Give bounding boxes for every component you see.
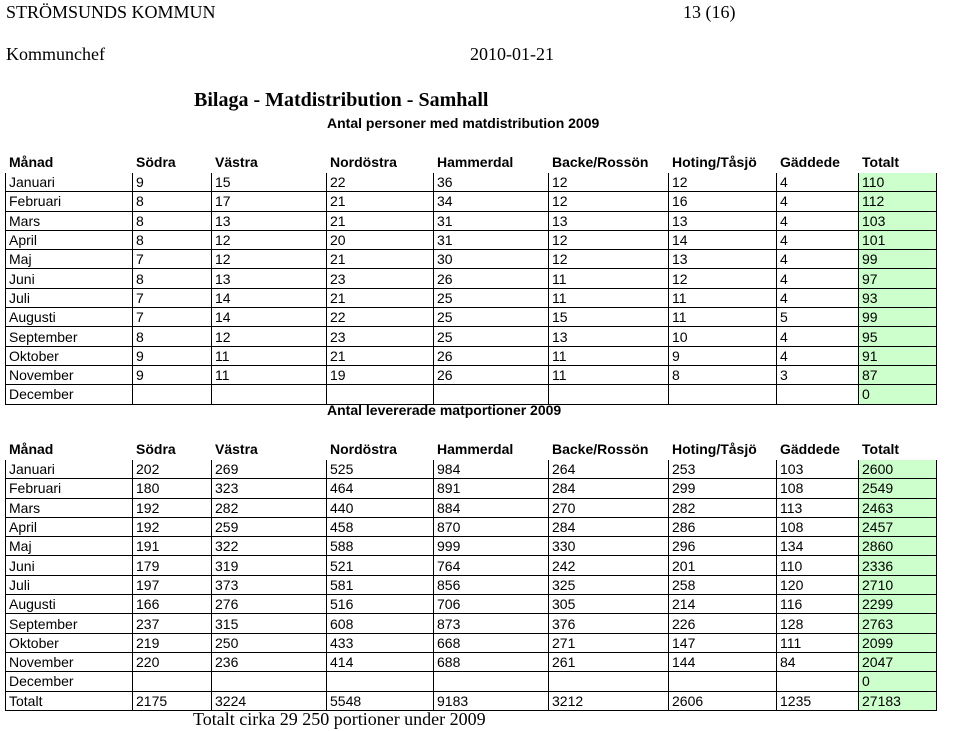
value-cell: 25: [434, 288, 549, 307]
value-cell: 4: [777, 250, 859, 269]
value-cell: [327, 672, 434, 691]
month-cell: Oktober: [6, 346, 133, 365]
value-cell: 192: [133, 498, 212, 517]
value-cell: 13: [549, 211, 669, 230]
table-row: [6, 595, 937, 614]
value-cell: 276: [212, 595, 327, 614]
persons-table: [5, 151, 937, 405]
column-header: Backe/Rossön: [552, 441, 649, 457]
value-cell: 15: [212, 173, 327, 192]
value-cell: 11: [212, 346, 327, 365]
value-cell: 588: [327, 537, 434, 556]
value-cell: 12: [212, 230, 327, 249]
value-cell: 201: [669, 556, 777, 575]
value-cell: 8: [133, 269, 212, 288]
total-cell: 2860: [859, 537, 937, 556]
value-cell: 11: [549, 365, 669, 384]
value-cell: 30: [434, 250, 549, 269]
value-cell: 282: [669, 498, 777, 517]
table-row: [6, 269, 937, 288]
total-cell: 110: [859, 173, 937, 192]
value-cell: 237: [133, 614, 212, 633]
value-cell: 11: [549, 346, 669, 365]
value-cell: 12: [669, 173, 777, 192]
value-cell: 8: [133, 230, 212, 249]
column-header: Hoting/Tåsjö: [672, 154, 757, 170]
value-cell: 250: [212, 633, 327, 652]
author-role: Kommunchef: [6, 44, 105, 64]
value-cell: 271: [549, 633, 669, 652]
page-number: 13 (16): [683, 2, 736, 22]
value-cell: 166: [133, 595, 212, 614]
value-cell: 12: [549, 173, 669, 192]
value-cell: 108: [777, 517, 859, 536]
value-cell: 516: [327, 595, 434, 614]
total-cell: 103: [859, 211, 937, 230]
value-cell: 3212: [549, 691, 669, 710]
value-cell: 286: [669, 517, 777, 536]
value-cell: 191: [133, 537, 212, 556]
value-cell: 103: [777, 460, 859, 479]
total-cell: 2549: [859, 479, 937, 498]
value-cell: 521: [327, 556, 434, 575]
value-cell: 12: [549, 192, 669, 211]
table-row: [6, 346, 937, 365]
portions-table: [5, 438, 937, 711]
value-cell: 284: [549, 517, 669, 536]
value-cell: 1235: [777, 691, 859, 710]
value-cell: [777, 672, 859, 691]
month-cell: Juni: [6, 269, 133, 288]
value-cell: 7: [133, 308, 212, 327]
value-cell: 999: [434, 537, 549, 556]
total-cell: 27183: [859, 691, 937, 710]
value-cell: 259: [212, 517, 327, 536]
value-cell: 120: [777, 575, 859, 594]
value-cell: 31: [434, 230, 549, 249]
value-cell: 3: [777, 365, 859, 384]
column-header: Södra: [136, 154, 176, 170]
month-cell: December: [6, 672, 133, 691]
value-cell: 226: [669, 614, 777, 633]
month-cell: Mars: [6, 211, 133, 230]
value-cell: [549, 385, 669, 404]
footer-note: Totalt cirka 29 250 portioner under 2009: [193, 709, 486, 729]
value-cell: 14: [669, 230, 777, 249]
table-row: [6, 365, 937, 384]
month-cell: Maj: [6, 537, 133, 556]
value-cell: 984: [434, 460, 549, 479]
value-cell: 23: [327, 327, 434, 346]
table-row: [6, 498, 937, 517]
value-cell: 319: [212, 556, 327, 575]
value-cell: 668: [434, 633, 549, 652]
value-cell: 581: [327, 575, 434, 594]
value-cell: 4: [777, 327, 859, 346]
value-cell: 13: [669, 250, 777, 269]
value-cell: 322: [212, 537, 327, 556]
value-cell: 9: [133, 346, 212, 365]
value-cell: 5548: [327, 691, 434, 710]
value-cell: 108: [777, 479, 859, 498]
value-cell: 22: [327, 173, 434, 192]
value-cell: 323: [212, 479, 327, 498]
table-row: [6, 556, 937, 575]
value-cell: [549, 672, 669, 691]
value-cell: 19: [327, 365, 434, 384]
value-cell: 128: [777, 614, 859, 633]
column-header: Hoting/Tåsjö: [672, 441, 757, 457]
value-cell: 214: [669, 595, 777, 614]
total-cell: 2763: [859, 614, 937, 633]
value-cell: 13: [212, 269, 327, 288]
table-row: [6, 633, 937, 652]
table-row: [6, 192, 937, 211]
value-cell: 433: [327, 633, 434, 652]
value-cell: 242: [549, 556, 669, 575]
total-cell: 0: [859, 385, 937, 404]
month-cell: September: [6, 614, 133, 633]
value-cell: 9: [133, 365, 212, 384]
value-cell: 179: [133, 556, 212, 575]
value-cell: [669, 672, 777, 691]
value-cell: 21: [327, 288, 434, 307]
column-header: Västra: [215, 441, 258, 457]
value-cell: 147: [669, 633, 777, 652]
table-row: [6, 230, 937, 249]
month-cell: Mars: [6, 498, 133, 517]
value-cell: [212, 672, 327, 691]
value-cell: 253: [669, 460, 777, 479]
value-cell: 8: [133, 211, 212, 230]
value-cell: [133, 385, 212, 404]
column-header: Månad: [9, 441, 54, 457]
value-cell: [133, 672, 212, 691]
value-cell: 26: [434, 269, 549, 288]
column-header: Nordöstra: [330, 441, 397, 457]
value-cell: 14: [212, 288, 327, 307]
value-cell: 261: [549, 652, 669, 671]
value-cell: 414: [327, 652, 434, 671]
value-cell: 197: [133, 575, 212, 594]
value-cell: 13: [212, 211, 327, 230]
value-cell: 4: [777, 230, 859, 249]
table-header-row: [6, 439, 937, 460]
total-cell: 2457: [859, 517, 937, 536]
value-cell: 13: [669, 211, 777, 230]
value-cell: 20: [327, 230, 434, 249]
value-cell: 884: [434, 498, 549, 517]
column-header: Totalt: [862, 154, 900, 170]
value-cell: 873: [434, 614, 549, 633]
month-cell: Oktober: [6, 633, 133, 652]
value-cell: 4: [777, 288, 859, 307]
value-cell: 9: [669, 346, 777, 365]
value-cell: 706: [434, 595, 549, 614]
total-cell: 97: [859, 269, 937, 288]
value-cell: 315: [212, 614, 327, 633]
value-cell: 21: [327, 250, 434, 269]
value-cell: 376: [549, 614, 669, 633]
total-cell: 2299: [859, 595, 937, 614]
value-cell: 26: [434, 365, 549, 384]
value-cell: 330: [549, 537, 669, 556]
value-cell: 144: [669, 652, 777, 671]
column-header: Gäddede: [780, 154, 840, 170]
total-cell: 95: [859, 327, 937, 346]
value-cell: 21: [327, 346, 434, 365]
value-cell: 11: [212, 365, 327, 384]
month-cell: Juni: [6, 556, 133, 575]
value-cell: 11: [549, 269, 669, 288]
value-cell: 25: [434, 327, 549, 346]
value-cell: 373: [212, 575, 327, 594]
table-row: [6, 460, 937, 479]
month-cell: April: [6, 517, 133, 536]
month-cell: Januari: [6, 173, 133, 192]
value-cell: 2175: [133, 691, 212, 710]
value-cell: 270: [549, 498, 669, 517]
table-row: [6, 308, 937, 327]
column-header: Nordöstra: [330, 154, 397, 170]
table-row: [6, 575, 937, 594]
value-cell: 264: [549, 460, 669, 479]
value-cell: 4: [777, 269, 859, 288]
value-cell: 258: [669, 575, 777, 594]
table1-caption: Antal personer med matdistribution 2009: [327, 115, 600, 131]
table-row: [6, 672, 937, 691]
page-title: Bilaga - Matdistribution - Samhall: [194, 89, 489, 111]
value-cell: 305: [549, 595, 669, 614]
month-cell: December: [6, 385, 133, 404]
value-cell: 219: [133, 633, 212, 652]
value-cell: 23: [327, 269, 434, 288]
month-cell: Januari: [6, 460, 133, 479]
total-cell: 2710: [859, 575, 937, 594]
column-header: Västra: [215, 154, 258, 170]
value-cell: 12: [669, 269, 777, 288]
document-date: 2010-01-21: [470, 44, 554, 64]
value-cell: 36: [434, 173, 549, 192]
month-cell: Augusti: [6, 308, 133, 327]
value-cell: 608: [327, 614, 434, 633]
total-cell: 93: [859, 288, 937, 307]
table-row: [6, 327, 937, 346]
month-cell: Augusti: [6, 595, 133, 614]
value-cell: 11: [669, 288, 777, 307]
month-cell: Februari: [6, 479, 133, 498]
value-cell: 236: [212, 652, 327, 671]
value-cell: [212, 385, 327, 404]
table-row: [6, 288, 937, 307]
value-cell: 25: [434, 308, 549, 327]
value-cell: 11: [669, 308, 777, 327]
value-cell: 4: [777, 173, 859, 192]
table-row: [6, 614, 937, 633]
value-cell: 26: [434, 346, 549, 365]
value-cell: 458: [327, 517, 434, 536]
month-cell: Juli: [6, 288, 133, 307]
value-cell: 7: [133, 288, 212, 307]
value-cell: 84: [777, 652, 859, 671]
value-cell: 17: [212, 192, 327, 211]
value-cell: 284: [549, 479, 669, 498]
value-cell: 3224: [212, 691, 327, 710]
total-cell: 112: [859, 192, 937, 211]
value-cell: 464: [327, 479, 434, 498]
value-cell: 15: [549, 308, 669, 327]
total-cell: 2336: [859, 556, 937, 575]
value-cell: [777, 385, 859, 404]
total-cell: 2047: [859, 652, 937, 671]
value-cell: 12: [212, 327, 327, 346]
value-cell: 192: [133, 517, 212, 536]
table-row: [6, 479, 937, 498]
value-cell: 134: [777, 537, 859, 556]
value-cell: 525: [327, 460, 434, 479]
value-cell: 2606: [669, 691, 777, 710]
value-cell: 21: [327, 192, 434, 211]
value-cell: 5: [777, 308, 859, 327]
month-cell: November: [6, 365, 133, 384]
total-cell: 99: [859, 250, 937, 269]
value-cell: 891: [434, 479, 549, 498]
column-header: Totalt: [862, 441, 900, 457]
total-cell: 99: [859, 308, 937, 327]
column-header: Backe/Rossön: [552, 154, 649, 170]
value-cell: 21: [327, 211, 434, 230]
value-cell: 4: [777, 192, 859, 211]
value-cell: 34: [434, 192, 549, 211]
table-row: [6, 211, 937, 230]
value-cell: 764: [434, 556, 549, 575]
organization-name: STRÖMSUNDS KOMMUN: [6, 2, 216, 22]
value-cell: [669, 385, 777, 404]
value-cell: 220: [133, 652, 212, 671]
column-header: Gäddede: [780, 441, 840, 457]
table-row: [6, 517, 937, 536]
total-cell: 0: [859, 672, 937, 691]
month-cell: September: [6, 327, 133, 346]
value-cell: 856: [434, 575, 549, 594]
value-cell: 113: [777, 498, 859, 517]
value-cell: 4: [777, 346, 859, 365]
month-cell: Maj: [6, 250, 133, 269]
total-cell: 101: [859, 230, 937, 249]
table2-caption: Antal levererade matportioner 2009: [327, 402, 562, 418]
table-row: [6, 173, 937, 192]
value-cell: 9: [133, 173, 212, 192]
table-header-row: [6, 152, 937, 173]
value-cell: 8: [133, 327, 212, 346]
value-cell: 11: [549, 288, 669, 307]
value-cell: 9183: [434, 691, 549, 710]
value-cell: 296: [669, 537, 777, 556]
value-cell: 12: [549, 230, 669, 249]
value-cell: 688: [434, 652, 549, 671]
value-cell: 111: [777, 633, 859, 652]
value-cell: 13: [549, 327, 669, 346]
value-cell: 202: [133, 460, 212, 479]
month-cell: Juli: [6, 575, 133, 594]
total-cell: 87: [859, 365, 937, 384]
month-cell: April: [6, 230, 133, 249]
column-header: Hammerdal: [437, 154, 514, 170]
value-cell: 282: [212, 498, 327, 517]
value-cell: 31: [434, 211, 549, 230]
table-row: [6, 652, 937, 671]
value-cell: 10: [669, 327, 777, 346]
column-header: Månad: [9, 154, 54, 170]
value-cell: 8: [669, 365, 777, 384]
value-cell: 180: [133, 479, 212, 498]
value-cell: 12: [212, 250, 327, 269]
value-cell: 7: [133, 250, 212, 269]
value-cell: [434, 672, 549, 691]
value-cell: 16: [669, 192, 777, 211]
total-cell: 91: [859, 346, 937, 365]
table-row: [6, 691, 937, 710]
month-cell: Februari: [6, 192, 133, 211]
value-cell: 440: [327, 498, 434, 517]
total-cell: 2099: [859, 633, 937, 652]
value-cell: 22: [327, 308, 434, 327]
value-cell: 110: [777, 556, 859, 575]
value-cell: 269: [212, 460, 327, 479]
month-cell: November: [6, 652, 133, 671]
value-cell: 299: [669, 479, 777, 498]
table-row: [6, 537, 937, 556]
value-cell: 870: [434, 517, 549, 536]
column-header: Södra: [136, 441, 176, 457]
value-cell: 325: [549, 575, 669, 594]
value-cell: 4: [777, 211, 859, 230]
value-cell: 14: [212, 308, 327, 327]
value-cell: 116: [777, 595, 859, 614]
column-header: Hammerdal: [437, 441, 514, 457]
total-cell: 2600: [859, 460, 937, 479]
value-cell: 8: [133, 192, 212, 211]
total-cell: 2463: [859, 498, 937, 517]
value-cell: 12: [549, 250, 669, 269]
table-row: [6, 250, 937, 269]
month-cell: Totalt: [6, 691, 133, 710]
